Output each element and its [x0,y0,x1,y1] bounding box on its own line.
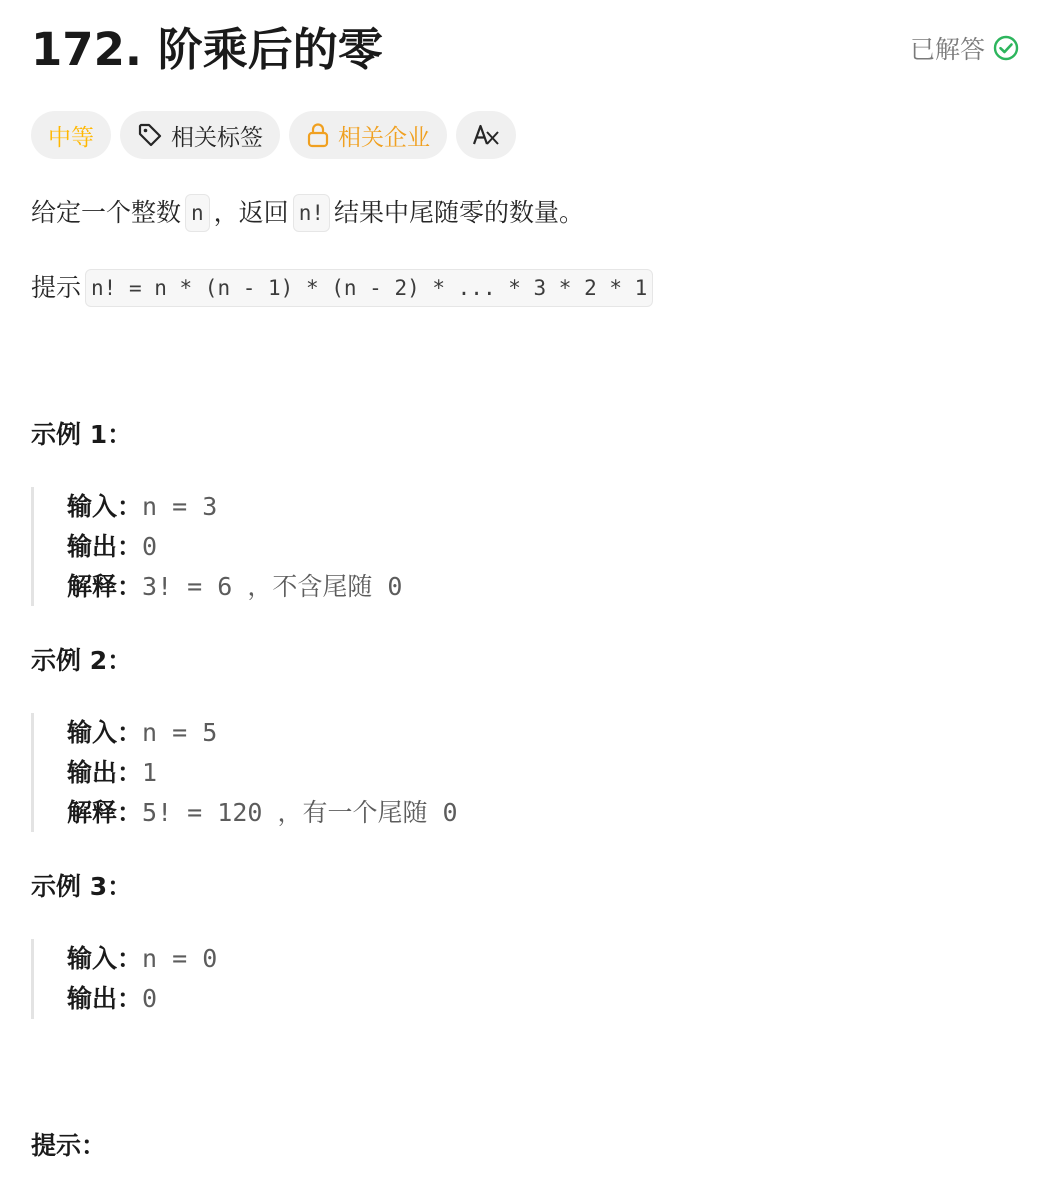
hint-label: 提示 [31,273,82,302]
explanation-label: 解释： [67,572,143,601]
desc-text-2: ，返回 [213,198,289,227]
output-value: 0 [142,984,158,1013]
hint-line [31,268,657,308]
output-value: 0 [142,532,158,561]
example-explanation [67,567,767,607]
output-value: 1 [142,758,158,787]
constraints-title: 提示： [31,1131,107,1160]
translate-button[interactable] [456,111,516,159]
example-3-title: 示例 3： [31,872,133,901]
factorial-formula: n! = n * (n - 1) * (n - 2) * ... * 3 * 2 * 1 [85,269,653,307]
problem-description [31,193,584,233]
companies-tag-button[interactable] [289,111,447,159]
inline-code-n: n [185,194,210,232]
lock-icon [306,122,330,148]
topics-tag-button[interactable] [120,111,280,159]
input-value: n = 5 [142,718,218,747]
example-input [67,713,767,753]
explanation-value: 5! = 120 ，有一个尾随 0 [142,798,458,827]
solved-status [910,30,1019,66]
explanation-label: 解释： [67,798,143,827]
tag-row [31,111,516,159]
output-label: 输出： [67,984,143,1013]
input-value: n = 0 [142,944,218,973]
translate-icon [472,123,500,147]
companies-label: 相关企业 [338,124,430,151]
output-label: 输出： [67,758,143,787]
explanation-value: 3! = 6 ，不含尾随 0 [142,572,403,601]
input-label: 输入： [67,944,143,973]
example-2-block [31,713,767,832]
output-label: 输出： [67,532,143,561]
input-label: 输入： [67,718,143,747]
check-circle-icon [993,35,1019,61]
problem-title[interactable]: 172. 阶乘后的零 [31,23,383,76]
topics-label: 相关标签 [171,124,263,151]
example-explanation [67,793,767,833]
example-output [67,753,767,793]
solved-label: 已解答 [909,35,985,64]
inline-code-nfact: n! [293,194,330,232]
example-output [67,979,767,1019]
example-input [67,939,767,979]
problem-page [31,0,1019,1160]
problem-header [31,0,1019,100]
example-3-block [31,939,767,1019]
example-1-block [31,487,767,606]
difficulty-badge [31,111,111,159]
input-label: 输入： [67,492,143,521]
example-output [67,527,767,567]
example-1-title: 示例 1： [31,420,133,449]
difficulty-label: 中等 [48,124,94,151]
desc-text-3: 结果中尾随零的数量。 [333,198,584,227]
example-2-title: 示例 2： [31,646,133,675]
example-input [67,487,767,527]
input-value: n = 3 [142,492,218,521]
tag-icon [137,122,163,148]
desc-text-1: 给定一个整数 [31,198,182,227]
